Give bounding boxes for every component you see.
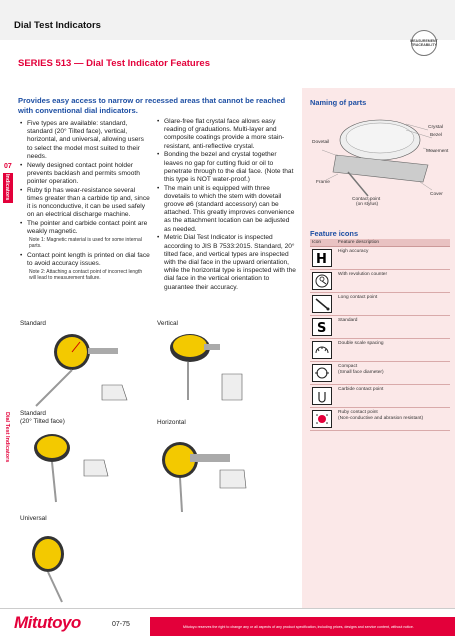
table-row: S Standard	[310, 316, 450, 339]
double-scale-icon	[312, 341, 332, 359]
label-cover: Cover	[430, 192, 443, 197]
standard-indicator-image	[22, 330, 132, 410]
caption-standard-20: Standard (20° Tilted face)	[20, 410, 65, 425]
chapter-number: 07	[4, 163, 12, 170]
lead-text: Provides easy access to narrow or recessed areas that cannot be reached with conventional dial indicators.	[18, 96, 286, 115]
high-accuracy-icon	[312, 249, 332, 267]
label-crystal: Crystal	[428, 125, 443, 130]
list-item: • Contact point length is printed on dial face to avoid accuracy issues.	[20, 252, 150, 268]
tab-dial-test-indicators[interactable]: Dial Test Indicators	[4, 412, 10, 463]
traceability-badge-icon: MEASUREMENT TRACEABILITY	[411, 30, 437, 56]
label-bezel: Bezel	[430, 133, 442, 138]
list-item: • Newly designed contact point holder prevents backlash and permits smooth pointer operation.	[20, 162, 150, 187]
table-row: Compact (Small face diameter)	[310, 362, 450, 385]
footer-disclaimer: Mitutoyo reserves the right to change any or all aspects of any product specification, including prices, designs and service content, without notice.	[183, 625, 414, 629]
series-title: SERIES 513 — Dial Test Indicator Features	[18, 58, 210, 69]
label-movement: Movement	[426, 149, 449, 154]
footer-divider	[0, 608, 455, 609]
page-number: 07-75	[112, 621, 130, 628]
label-contact-point: Contact point (on stylus)	[352, 197, 381, 207]
feature-icons-title: Feature icons	[310, 229, 359, 238]
table-row: Carbide contact point	[310, 385, 450, 408]
svg-text:S: S	[317, 321, 327, 334]
carbide-contact-icon	[312, 387, 332, 405]
label-dovetail: Dovetail	[312, 140, 330, 145]
horizontal-indicator-image	[160, 430, 270, 515]
page-title: Dial Test Indicators	[14, 20, 101, 31]
svg-text:H: H	[316, 252, 327, 265]
universal-indicator-image	[22, 526, 132, 606]
list-item: • Glare-free flat crystal face allows easy reading of graduations. Multi-layer and composite coatings provide a more stain-resistant, anti-reflective crystal.	[157, 118, 297, 151]
feature-list-right	[157, 118, 297, 292]
long-contact-point-icon	[312, 295, 332, 313]
note-1: Note 1: Magnetic material is used for some internal parts.	[29, 236, 142, 250]
caption-vertical: Vertical	[157, 320, 178, 327]
standard-20-indicator-image	[22, 430, 132, 510]
label-frame: Frame	[316, 180, 330, 185]
caption-horizontal: Horizontal	[157, 419, 186, 426]
feature-list-left	[20, 120, 150, 284]
list-item: • Ruby tip has wear-resistance several times greater than a carbide tip and, since it is nonconductive, it can be used safely on an electrical discharge machine.	[20, 187, 150, 220]
naming-title: Naming of parts	[310, 98, 367, 107]
list-item: • The main unit is equipped with three dovetails to which the stem with dovetail groove ø6 (standard accessory) can be attached. This greatly improves convenience as the attachment location can be adjusted as needed.	[157, 185, 297, 234]
table-row: Ruby contact point (Non-conductive and abrasion resistant)	[310, 408, 450, 431]
table-row: Long contact point	[310, 293, 450, 316]
caption-standard: Standard	[20, 320, 46, 327]
list-item: • Bonding the bezel and crystal together leaves no gap for cutting fluid or oil to penetrate through to the dial face. (Note that this type is NOT water-proof.)	[157, 151, 297, 184]
compact-icon	[312, 364, 332, 382]
ruby-contact-icon	[312, 410, 332, 428]
revolution-counter-icon	[312, 272, 332, 290]
list-item: • Five types are available: standard, standard (20° Tilted face), vertical, horizontal, and universal, allowing users to select the model most suited to their needs.	[20, 120, 150, 161]
tab-indicators[interactable]: Indicators	[3, 173, 13, 203]
note-2: Note 2: Attaching a contact point of incorrect length will lead to measurement failure.	[29, 268, 143, 282]
list-item: • The pointer and carbide contact point are weakly magnetic.	[20, 220, 150, 236]
col-icon-header: Icon	[310, 239, 336, 247]
vertical-indicator-image	[160, 330, 270, 410]
mitutoyo-logo: Mitutoyo	[14, 613, 81, 632]
feature-icons-table	[310, 239, 450, 431]
table-row: H High accuracy	[310, 247, 450, 270]
col-desc-header: Feature description	[336, 239, 450, 247]
table-row: Double scale spacing	[310, 339, 450, 362]
list-item: • Metric Dial Test Indicator is inspected according to JIS B 7533:2015. Standard, 20° tilted face, and vertical types are inspected with the dial face in the upward orientation, while the horizontal type is inspected with the dial face in the vertical orientation to guarantee their accuracy.	[157, 234, 297, 291]
standard-icon	[312, 318, 332, 336]
table-row: With revolution counter	[310, 270, 450, 293]
caption-universal: Universal	[20, 515, 47, 522]
